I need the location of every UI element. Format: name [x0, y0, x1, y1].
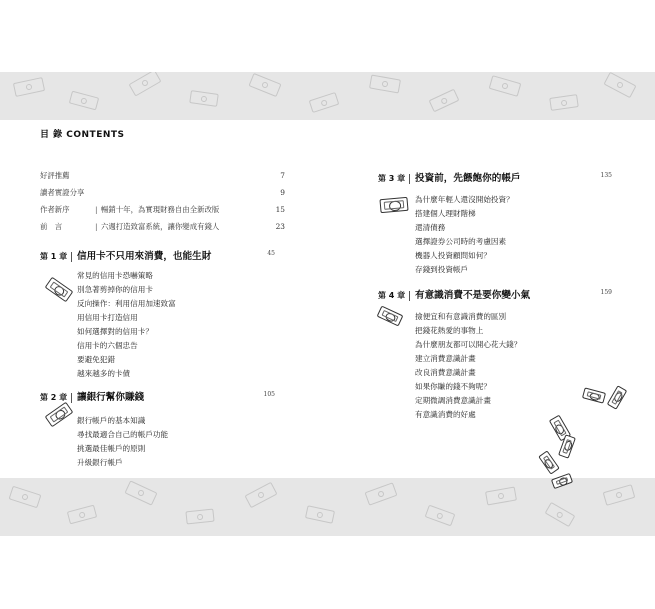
section-item: 為什麼朋友都可以開心花大錢？ — [415, 340, 522, 349]
money-doodle-icon — [129, 72, 162, 97]
front-matter-row — [40, 205, 285, 215]
money-doodle-icon — [248, 73, 281, 97]
section-item: 搭建個人理財階梯 — [415, 209, 476, 218]
front-matter-title: 暢銷十年，為實現財務自由全新改版 — [101, 205, 220, 214]
front-matter-row — [40, 188, 285, 198]
section-item: 挑選最佳帳戶的原則 — [77, 444, 146, 453]
money-doodle-icon — [369, 75, 401, 94]
section-item: 建立消費意識計畫 — [415, 354, 476, 363]
page-number: 135 — [600, 172, 612, 179]
page-number: 7 — [280, 171, 285, 180]
chapter-number: 第 4 章 — [378, 291, 406, 300]
front-matter-title: 六週打造致富系統，讓你變成有錢人 — [101, 222, 220, 231]
money-bill-icon — [607, 385, 628, 410]
page-number: 105 — [263, 391, 275, 398]
money-doodle-icon — [365, 482, 398, 505]
chapter-heading-2 — [40, 391, 275, 405]
money-doodle-icon — [485, 487, 517, 506]
section-item: 有意識消費的好處 — [415, 410, 476, 419]
section-item: 如果你賺的錢不夠呢？ — [415, 382, 491, 391]
chapter-heading-3 — [378, 172, 612, 186]
chapter-title: 有意識消費不是要你變小氣 — [415, 290, 531, 301]
divider: | — [95, 205, 98, 214]
chapter-number: 第 2 章 — [40, 393, 68, 402]
front-matter-row — [40, 222, 285, 232]
page-number: 45 — [267, 250, 275, 257]
front-matter-label: 讀者實證分享 — [40, 188, 85, 197]
money-doodle-icon — [13, 77, 45, 97]
chapter-title: 投資前，先餵飽你的帳戶 — [415, 173, 521, 184]
front-matter-row — [40, 171, 285, 181]
money-doodle-icon — [309, 92, 340, 113]
money-bill-icon — [538, 450, 560, 474]
chapter-heading-1 — [40, 250, 275, 264]
chapter-heading-4 — [378, 289, 612, 303]
front-matter-label: 作者新序 — [40, 205, 70, 214]
page-number: 23 — [275, 222, 285, 231]
section-item: 反向操作：利用信用加速致富 — [77, 299, 176, 308]
divider — [409, 174, 410, 184]
divider — [409, 291, 410, 301]
section-item: 把錢花熱愛的事物上 — [415, 326, 484, 335]
money-doodle-icon — [603, 72, 636, 98]
money-bill-icon — [45, 402, 74, 428]
money-doodle-icon — [189, 90, 219, 107]
section-item: 還清債務 — [415, 223, 446, 232]
page-number: 159 — [600, 289, 612, 296]
section-item: 要避免犯錯 — [77, 355, 115, 364]
money-doodle-icon — [305, 505, 335, 524]
section-item: 為什麼年輕人還沒開始投資？ — [415, 195, 514, 204]
page-number: 15 — [275, 205, 285, 214]
front-matter-label: 好評推薦 — [40, 171, 70, 180]
section-item: 如何選擇對的信用卡？ — [77, 327, 153, 336]
section-item: 存錢到投資帳戶 — [415, 265, 469, 274]
money-doodle-icon — [244, 482, 277, 508]
money-doodle-icon — [67, 505, 97, 525]
section-item: 選擇證券公司時的考慮因素 — [415, 237, 507, 246]
money-doodle-icon — [549, 94, 579, 111]
money-bill-icon — [582, 387, 606, 403]
section-item: 信用卡的六個忠告 — [77, 341, 138, 350]
money-doodle-icon — [425, 505, 456, 527]
section-item: 銀行帳戶的基本知識 — [77, 416, 146, 425]
section-item: 常見的信用卡恐嚇策略 — [77, 271, 153, 280]
chapter-number: 第 1 章 — [40, 252, 68, 261]
money-bill-icon — [377, 305, 404, 326]
chapter-title: 信用卡不只用來消費，也能生財 — [77, 251, 212, 262]
decorative-band-top — [0, 72, 655, 120]
section-item: 越來越多的卡債 — [77, 369, 131, 378]
money-bill-icon — [379, 197, 408, 213]
money-doodle-icon — [545, 502, 576, 527]
section-item: 用信用卡打造信用 — [77, 313, 138, 322]
money-doodle-icon — [9, 486, 42, 509]
chapter-number: 第 3 章 — [378, 174, 406, 183]
money-doodle-icon — [603, 484, 636, 506]
money-doodle-icon — [489, 75, 522, 97]
front-matter-label: 前 言 — [40, 222, 63, 231]
money-doodle-icon — [124, 480, 157, 505]
chapter-title: 讓銀行幫你賺錢 — [77, 392, 145, 403]
toc-heading: 目 錄 CONTENTS — [40, 130, 125, 140]
money-doodle-icon — [429, 89, 460, 113]
section-item: 撿便宜和有意識消費的區別 — [415, 312, 507, 321]
money-doodle-icon — [69, 91, 99, 111]
section-item: 尋找最適合自己的帳戶功能 — [77, 430, 169, 439]
section-item: 改良消費意識計畫 — [415, 368, 476, 377]
section-item: 別急著剪掉你的信用卡 — [77, 285, 153, 294]
divider: | — [95, 222, 98, 231]
page-number: 9 — [280, 188, 285, 197]
divider — [71, 252, 72, 262]
section-item: 機器人投資顧問如何？ — [415, 251, 491, 260]
money-bill-icon — [45, 277, 74, 303]
section-item: 定期微調消費意識計畫 — [415, 396, 491, 405]
money-doodle-icon — [185, 509, 214, 525]
divider — [71, 393, 72, 403]
section-item: 升級銀行帳戶 — [77, 458, 123, 467]
